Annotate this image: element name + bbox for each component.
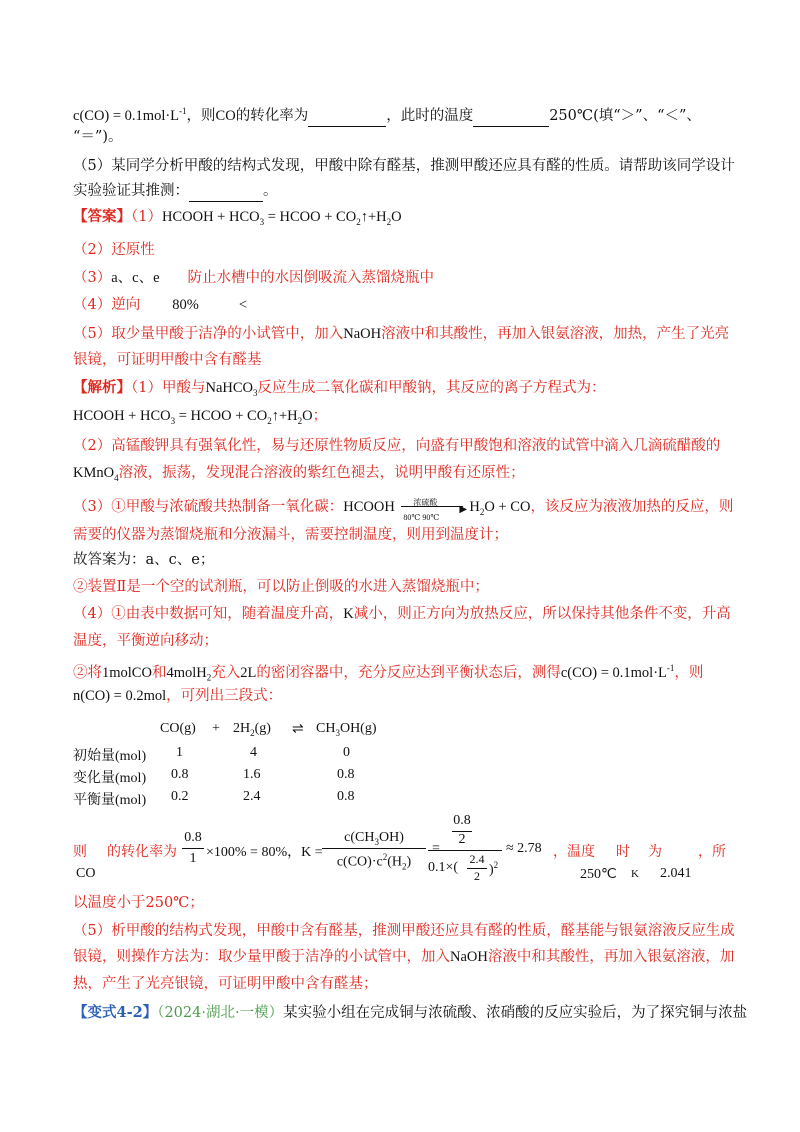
answer-line-1: 【答案】（1）HCOOH + $HCO_3$ = HCOO + $CO_2↑+H_2O$ bbox=[73, 208, 402, 227]
analysis-tag: 【解析】 bbox=[73, 379, 131, 396]
answer-tag: 【答案】 bbox=[73, 208, 131, 225]
analysis-line-13: 以温度小于250℃； bbox=[73, 895, 204, 911]
question-line-2: “＝”)。 bbox=[73, 129, 123, 145]
analysis-line-1: 【解析】（1）甲酸与NaHCO$_3$反应生成二氧化碳和甲酸钠，其反应的离子方程式为： bbox=[73, 379, 606, 398]
answer-line-3: （3）a、c、e 防止水槽中的水因倒吸流入蒸馏烧瓶中 bbox=[73, 270, 435, 286]
answer-line-5: （5）取少量甲酸于洁净的小试管中，加入NaOH溶液中和其酸性，再加入银氨溶液，加热，产生了光亮 bbox=[73, 326, 730, 342]
answer-line-4: （4）逆向 80% < bbox=[73, 297, 248, 313]
analysis-line-14: （5）析甲酸的结构式发现，甲酸中含有醛基，推测甲酸还应具有醛的性质，醛基能与银氨溶液反应生成 bbox=[73, 923, 735, 939]
variant-question: 【变式4-2】（2024·湖北·一模）某实验小组在完成铜与浓硫酸、浓硝酸的反应实验后，为了探究铜与浓盐 bbox=[73, 1004, 748, 1021]
table-row-label: 变化量(mol) bbox=[73, 771, 147, 786]
answer-line-6: 银镜，可证明甲酸中含有醛基 bbox=[73, 352, 262, 368]
table-row-label: 平衡量(mol) bbox=[73, 793, 147, 808]
analysis-line-15: 银镜，则操作方法为：取少量甲酸于洁净的小试管中，加入NaOH溶液中和其酸性，再加入银氨溶液，加 bbox=[73, 949, 735, 965]
reaction-arrow: 浓硫酸 ▶ 80℃ 90℃ bbox=[403, 498, 468, 522]
analysis-line-3: （2）高锰酸钾具有强氧化性，易与还原性物质反应，向盛有甲酸饱和溶液的试管中滴入几滴硫醋酸的 bbox=[73, 438, 721, 454]
answer-blank-3[interactable] bbox=[189, 181, 263, 202]
analysis-line-10: 温度，平衡逆向移动； bbox=[73, 633, 218, 649]
question-line-3: （5）某同学分析甲酸的结构式发现，甲酸中除有醛基，推测甲酸还应具有醛的性质。请帮助该同学设计 bbox=[73, 158, 735, 174]
analysis-line-16: 热，产生了光亮银镜，可证明甲酸中含有醛基； bbox=[73, 976, 378, 992]
analysis-line-12: n(CO) = 0.2mol，可列出三段式： bbox=[73, 688, 283, 704]
table-row-label: 初始量(mol) bbox=[73, 749, 147, 764]
analysis-line-8: ②装置Ⅱ是一个空的试剂瓶，可以防止倒吸的水进入蒸馏烧瓶中； bbox=[73, 579, 489, 595]
analysis-line-11: ②将1molCO和4molH$_2$充入2L的密闭容器中，充分反应达到平衡状态后，测得$c(CO) = 0.1mol\cdot L^{-1}$，则 bbox=[73, 663, 704, 683]
analysis-line-9: （4）①由表中数据可知，随着温度升高，K减小，则正方向为放热反应，所以保持其他条件不变，升高 bbox=[73, 606, 731, 622]
answer-line-2: （2）还原性 bbox=[73, 242, 155, 258]
analysis-line-5: （3）①甲酸与浓硫酸共热制备一氧化碳：HCOOH 浓硫酸 ▶ 80℃ 90℃ $H_2O$ + CO，该反应为液液加热的反应，则 bbox=[73, 498, 734, 522]
analysis-line-7: 故答案为：a、c、e； bbox=[73, 552, 215, 568]
question-line-1: $c(CO) = 0.1mol\cdot L^{-1}$，则CO的转化率为 ，此时的温度 250℃(填“＞”、“＜”、 bbox=[73, 101, 701, 127]
variant-tag: 【变式4-2】 bbox=[73, 1004, 158, 1021]
answer-blank-2[interactable] bbox=[473, 106, 549, 127]
analysis-line-2: HCOOH + $HCO_3$ = HCOO + $CO_2↑+H_2O$； bbox=[73, 408, 328, 426]
table-header: CO(g) bbox=[160, 721, 196, 736]
analysis-line-6: 需要的仪器为蒸馏烧瓶和分液漏斗，需要控制温度，则用到温度计； bbox=[73, 527, 508, 543]
document-page: $c(CO) = 0.1mol\cdot L^{-1}$，则CO的转化率为 ，此时的温度 250℃(填“＞”、“＜”、 “＝”)。 （5）某同学分析甲酸的结构式发现，甲酸中除有醛基，推测甲酸还应具有醛的性质。请帮助该同学设计 实验验证其推测： 。 【答案】（1）HCOOH + $HCO_3$ = HCOO + $CO_2↑+H_2O$ （2）还原性 （3）a、c、e 防止水槽中的水因倒吸流入蒸馏烧瓶中 （4）逆向 80% < （5）取少量甲酸于洁净的小试管中，加入NaOH溶液中和其酸性，再加入银氨溶液，加热，产生了光亮 银镜，可证明甲酸中含有醛基 【解析】（1）甲酸与NaHCO$_3$反应生成二氧化碳和甲酸钠，其反应的离子方程式为： HCOOH + $HCO_3$ = HCOO + $CO_2↑+H_2O$； （2）高锰酸钾具有强氧化性，易与还原性物质反应，向盛有甲酸饱和溶液的试管中滴入几滴硫醋酸的 KMnO$_4$溶液，振荡，发现混合溶液的紫红色褪去，说明甲酸有还原性； （3）①甲酸与浓硫酸共热制备一氧化碳：HCOOH 浓硫酸 ▶ 80℃ 90℃ $H_2O$ + CO，该反应为液液加热的反应，则 需要的仪器为蒸馏烧瓶和分液漏斗，需要控制温度，则用到温度计； 故答案为：a、c、e； ②装置Ⅱ是一个空的试剂瓶，可以防止倒吸的水进入蒸馏烧瓶中； （4）①由表中数据可知，随着温度升高，K减小，则正方向为放热反应，所以保持其他条件不变，升高 温度，平衡逆向移动； ②将1molCO和4molH$_2$充入2L的密闭容器中，充分反应达到平衡状态后，测得$c(CO) = 0.1mol\cdot L^{-1}$，则 n(CO) = 0.2mol，可列出三段式： CO(g) + $2H_2(g)$ ⇌ $CH_3OH(g)$ 初始量(mol) 1 4 0 变化量(mol) 0.8 1.6 0.8 平衡量(mol) 0.2 2.4 0.8 则 的转化率为 CO 0.8 1 ×100% = 80%，K = $c(CH_3OH)$ $c(CO)\cdot c^2(H_2)$ = 0.8 2 0.1×( 2.4 2 )$^2$ ≈ 2.78 ，温度 时 为 ，所 250℃ K 2.041 以温度小于250℃； （5）析甲酸的结构式发现，甲酸中含有醛基，推测甲酸还应具有醛的性质，醛基能与银氨溶液反应生成 银镜，则操作方法为：取少量甲酸于洁净的小试管中，加入NaOH溶液中和其酸性，再加入银氨溶液，加 热，产生了光亮银镜，可证明甲酸中含有醛基； 【变式4-2】（2024·湖北·一模）某实验小组在完成铜与浓硫酸、浓硝酸的反应实验后，为了探究铜与浓盐 bbox=[0, 0, 800, 1132]
analysis-line-4: KMnO$_4$溶液，振荡，发现混合溶液的紫红色褪去，说明甲酸有还原性； bbox=[73, 465, 525, 483]
answer-blank-1[interactable] bbox=[308, 106, 386, 127]
question-line-4: 实验验证其推测： 。 bbox=[73, 181, 278, 202]
